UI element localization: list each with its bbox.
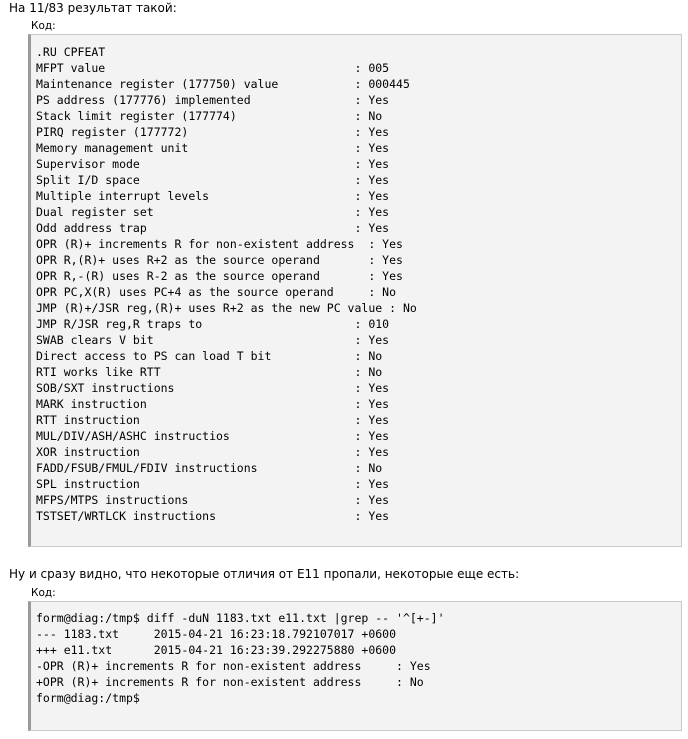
code-line: RTI works like RTT : No [36,365,383,379]
code-line: OPR R,-(R) uses R-2 as the source operand : Yes [36,269,403,283]
code-line: Odd address trap : Yes [36,221,390,235]
code-line: Direct access to PS can load T bit : No [36,349,383,363]
code-line: form@diag:/tmp$ diff -duN 1183.txt e11.txt |grep -- '^[+-]' [36,611,445,625]
code-line: JMP R/JSR reg,R traps to : 010 [36,317,390,331]
code-line: +++ e11.txt 2015-04-21 16:23:39.292275880 +0600 [36,643,397,657]
code-lines [36,44,417,524]
code-line: RTT instruction : Yes [36,413,390,427]
code-line: form@diag:/tmp$ [36,691,140,705]
code-lines [36,610,445,706]
code-line: Split I/D space : Yes [36,173,390,187]
code-line: XOR instruction : Yes [36,445,390,459]
code-line: -OPR (R)+ increments R for non-existent address : Yes [36,659,431,673]
code-line: Supervisor mode : Yes [36,157,390,171]
code-line: JMP (R)+/JSR reg,(R)+ uses R+2 as the new PC value : No [36,301,417,315]
code-line: MFPT value : 005 [36,61,390,75]
code-line: OPR PC,X(R) uses PC+4 as the source operand : No [36,285,397,299]
code-line: PS address (177776) implemented : Yes [36,93,390,107]
code-line: Dual register set : Yes [36,205,390,219]
code-line: Memory management unit : Yes [36,141,390,155]
code-line: Multiple interrupt levels : Yes [36,189,390,203]
middle-text: Ну и сразу видно, что некоторые отличия от Е11 пропали, некоторые еще есть: [9,567,520,581]
code-block-cpfeat[interactable] [28,34,682,547]
code-label: Код: [31,587,56,599]
code-line: MARK instruction : Yes [36,397,390,411]
code-line: SOB/SXT instructions : Yes [36,381,390,395]
code-line: MUL/DIV/ASH/ASHC instructios : Yes [36,429,390,443]
code-line: TSTSET/WRTLCK instructions : Yes [36,509,390,523]
code-line: Maintenance register (177750) value : 000445 [36,77,410,91]
code-line: OPR (R)+ increments R for non-existent address : Yes [36,237,403,251]
code-line: Stack limit register (177774) : No [36,109,383,123]
code-block-diff[interactable] [28,601,682,731]
code-line: --- 1183.txt 2015-04-21 16:23:18.792107017 +0600 [36,627,397,641]
code-line: SWAB clears V bit : Yes [36,333,390,347]
code-line: MFPS/MTPS instructions : Yes [36,493,390,507]
code-line: OPR R,(R)+ uses R+2 as the source operand : Yes [36,253,403,267]
code-label: Код: [31,20,56,32]
code-line: PIRQ register (177772) : Yes [36,125,390,139]
code-line: FADD/FSUB/FMUL/FDIV instructions : No [36,461,383,475]
intro-text: На 11/83 результат такой: [9,1,177,15]
code-line: SPL instruction : Yes [36,477,390,491]
code-line: .RU CPFEAT [36,45,106,59]
code-line: +OPR (R)+ increments R for non-existent address : No [36,675,424,689]
